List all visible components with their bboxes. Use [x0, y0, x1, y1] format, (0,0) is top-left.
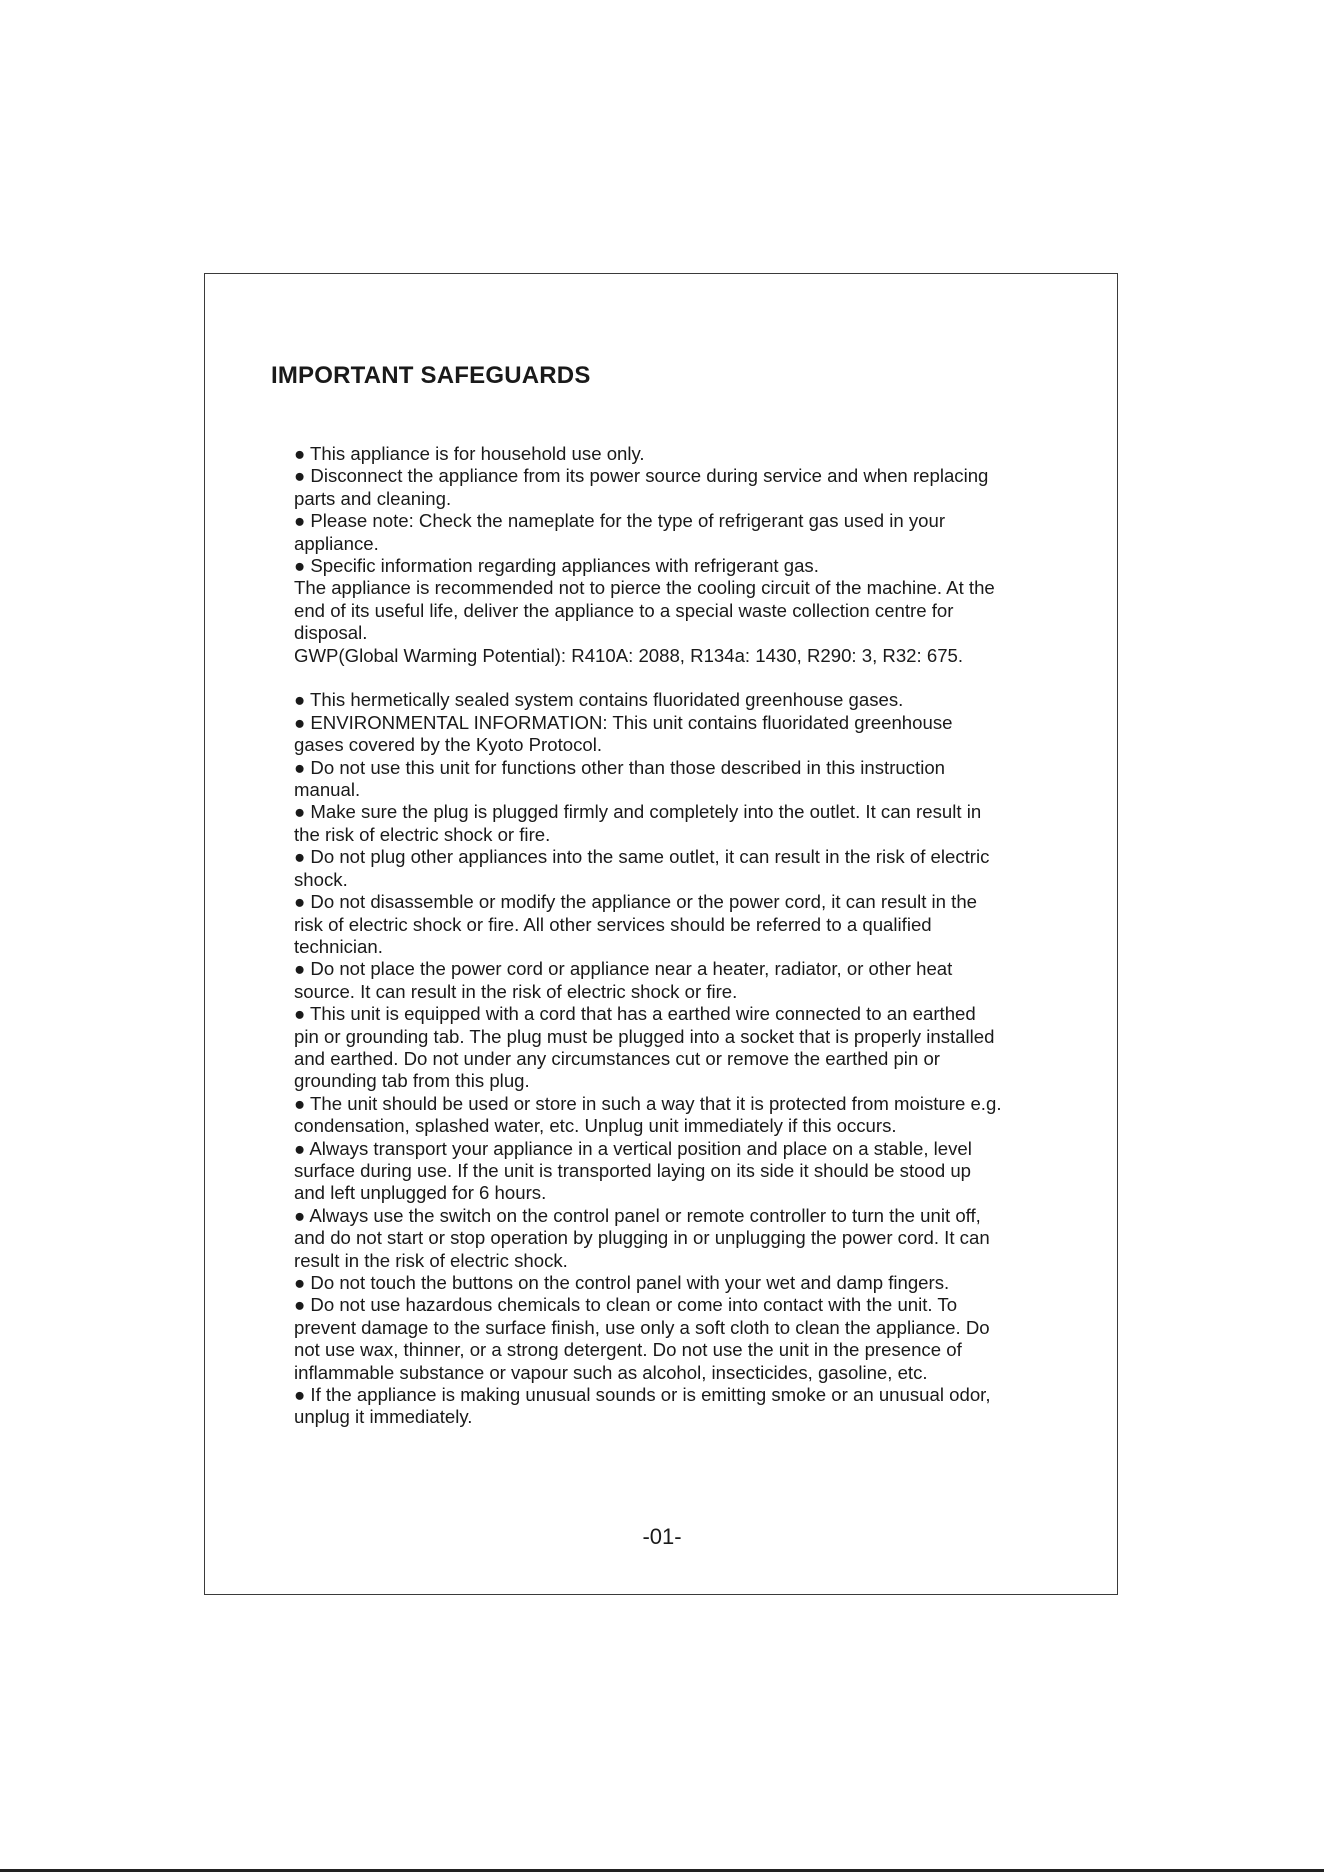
paragraph — [294, 1003, 1054, 1093]
text-line: appliance. — [294, 532, 379, 554]
text-line: ● Do not touch the buttons on the control panel with your wet and damp fingers. — [294, 1272, 950, 1294]
text-line: prevent damage to the surface finish, use only a soft cloth to clean the appliance. Do — [294, 1316, 990, 1338]
paragraph — [294, 689, 1054, 711]
paragraph — [294, 891, 1054, 958]
text-line: ● Do not place the power cord or appliance near a heater, radiator, or other heat — [294, 958, 953, 980]
paragraph — [294, 555, 1054, 577]
paragraph — [294, 801, 1054, 846]
text-line: and left unplugged for 6 hours. — [294, 1182, 547, 1204]
paragraph-gap — [294, 667, 1054, 689]
text-line: unplug it immediately. — [294, 1406, 473, 1428]
text-line: ● Do not disassemble or modify the appliance or the power cord, it can result in the — [294, 891, 978, 913]
text-line: and do not start or stop operation by plugging in or unplugging the power cord. It can — [294, 1227, 990, 1249]
text-line: ● This hermetically sealed system contains fluoridated greenhouse gases. — [294, 689, 904, 711]
text-line: ● Make sure the plug is plugged firmly and completely into the outlet. It can result in — [294, 801, 982, 823]
text-line: ● Always transport your appliance in a vertical position and place on a stable, level — [294, 1137, 972, 1159]
text-line: pin or grounding tab. The plug must be plugged into a socket that is properly installed — [294, 1025, 995, 1047]
text-line: and earthed. Do not under any circumstances cut or remove the earthed pin or — [294, 1047, 940, 1069]
text-line: ● If the appliance is making unusual sounds or is emitting smoke or an unusual odor, — [294, 1384, 991, 1406]
paragraph — [294, 1272, 1054, 1294]
text-line: ● Specific information regarding appliances with refrigerant gas. — [294, 555, 819, 577]
text-line: risk of electric shock or fire. All other services should be referred to a qualified — [294, 913, 932, 935]
text-line: ● Always use the switch on the control panel or remote controller to turn the unit off, — [294, 1204, 981, 1226]
text-line: surface during use. If the unit is transported laying on its side it should be stood up — [294, 1159, 972, 1181]
text-line: ● The unit should be used or store in such a way that it is protected from moisture e.g. — [294, 1092, 1002, 1114]
paragraph — [294, 510, 1054, 555]
paragraph — [294, 712, 1054, 757]
text-line: not use wax, thinner, or a strong detergent. Do not use the unit in the presence of — [294, 1339, 962, 1361]
safeguards-text — [294, 443, 1054, 1429]
paragraph — [294, 1205, 1054, 1272]
text-line: inflammable substance or vapour such as alcohol, insecticides, gasoline, etc. — [294, 1361, 928, 1383]
text-line: ● Do not use hazardous chemicals to clean or come into contact with the unit. To — [294, 1294, 958, 1316]
text-line: manual. — [294, 779, 361, 801]
text-line: disposal. — [294, 622, 368, 644]
paragraph — [294, 645, 1054, 667]
text-line: the risk of electric shock or fire. — [294, 823, 551, 845]
text-line: ● This appliance is for household use only. — [294, 443, 645, 464]
paragraph — [294, 577, 1054, 644]
paragraph — [294, 757, 1054, 802]
text-line: shock. — [294, 868, 348, 890]
paragraph — [294, 1384, 1054, 1429]
text-line: ● Disconnect the appliance from its power source during service and when replacing — [294, 465, 989, 487]
text-line: ● Do not use this unit for functions other than those described in this instruction — [294, 756, 946, 778]
paragraph — [294, 1138, 1054, 1205]
paragraph — [294, 958, 1054, 1003]
text-line: ● Please note: Check the nameplate for the type of refrigerant gas used in your — [294, 510, 946, 532]
text-line: ● This unit is equipped with a cord that has a earthed wire connected to an earthed — [294, 1003, 976, 1025]
text-line: parts and cleaning. — [294, 487, 452, 509]
paragraph — [294, 846, 1054, 891]
text-line: gases covered by the Kyoto Protocol. — [294, 734, 603, 756]
text-line: result in the risk of electric shock. — [294, 1249, 568, 1271]
text-line: grounding tab from this plug. — [294, 1070, 530, 1092]
text-line: end of its useful life, deliver the appliance to a special waste collection centre for — [294, 599, 954, 621]
paragraph — [294, 1294, 1054, 1384]
text-line: condensation, splashed water, etc. Unplug unit immediately if this occurs. — [294, 1115, 897, 1137]
text-line: technician. — [294, 935, 383, 957]
page-title: IMPORTANT SAFEGUARDS — [271, 362, 591, 389]
text-line: ● ENVIRONMENTAL INFORMATION: This unit contains fluoridated greenhouse — [294, 711, 953, 733]
paragraph — [294, 1093, 1054, 1138]
paragraph — [294, 443, 1054, 465]
text-line: GWP(Global Warming Potential): R410A: 2088, R134a: 1430, R290: 3, R32: 675. — [294, 644, 964, 666]
paragraph — [294, 465, 1054, 510]
text-line: source. It can result in the risk of electric shock or fire. — [294, 980, 738, 1002]
text-line: The appliance is recommended not to pierce the cooling circuit of the machine. At the — [294, 577, 995, 599]
text-line: ● Do not plug other appliances into the same outlet, it can result in the risk of electric — [294, 846, 990, 868]
page-number: -01- — [642, 1524, 682, 1549]
